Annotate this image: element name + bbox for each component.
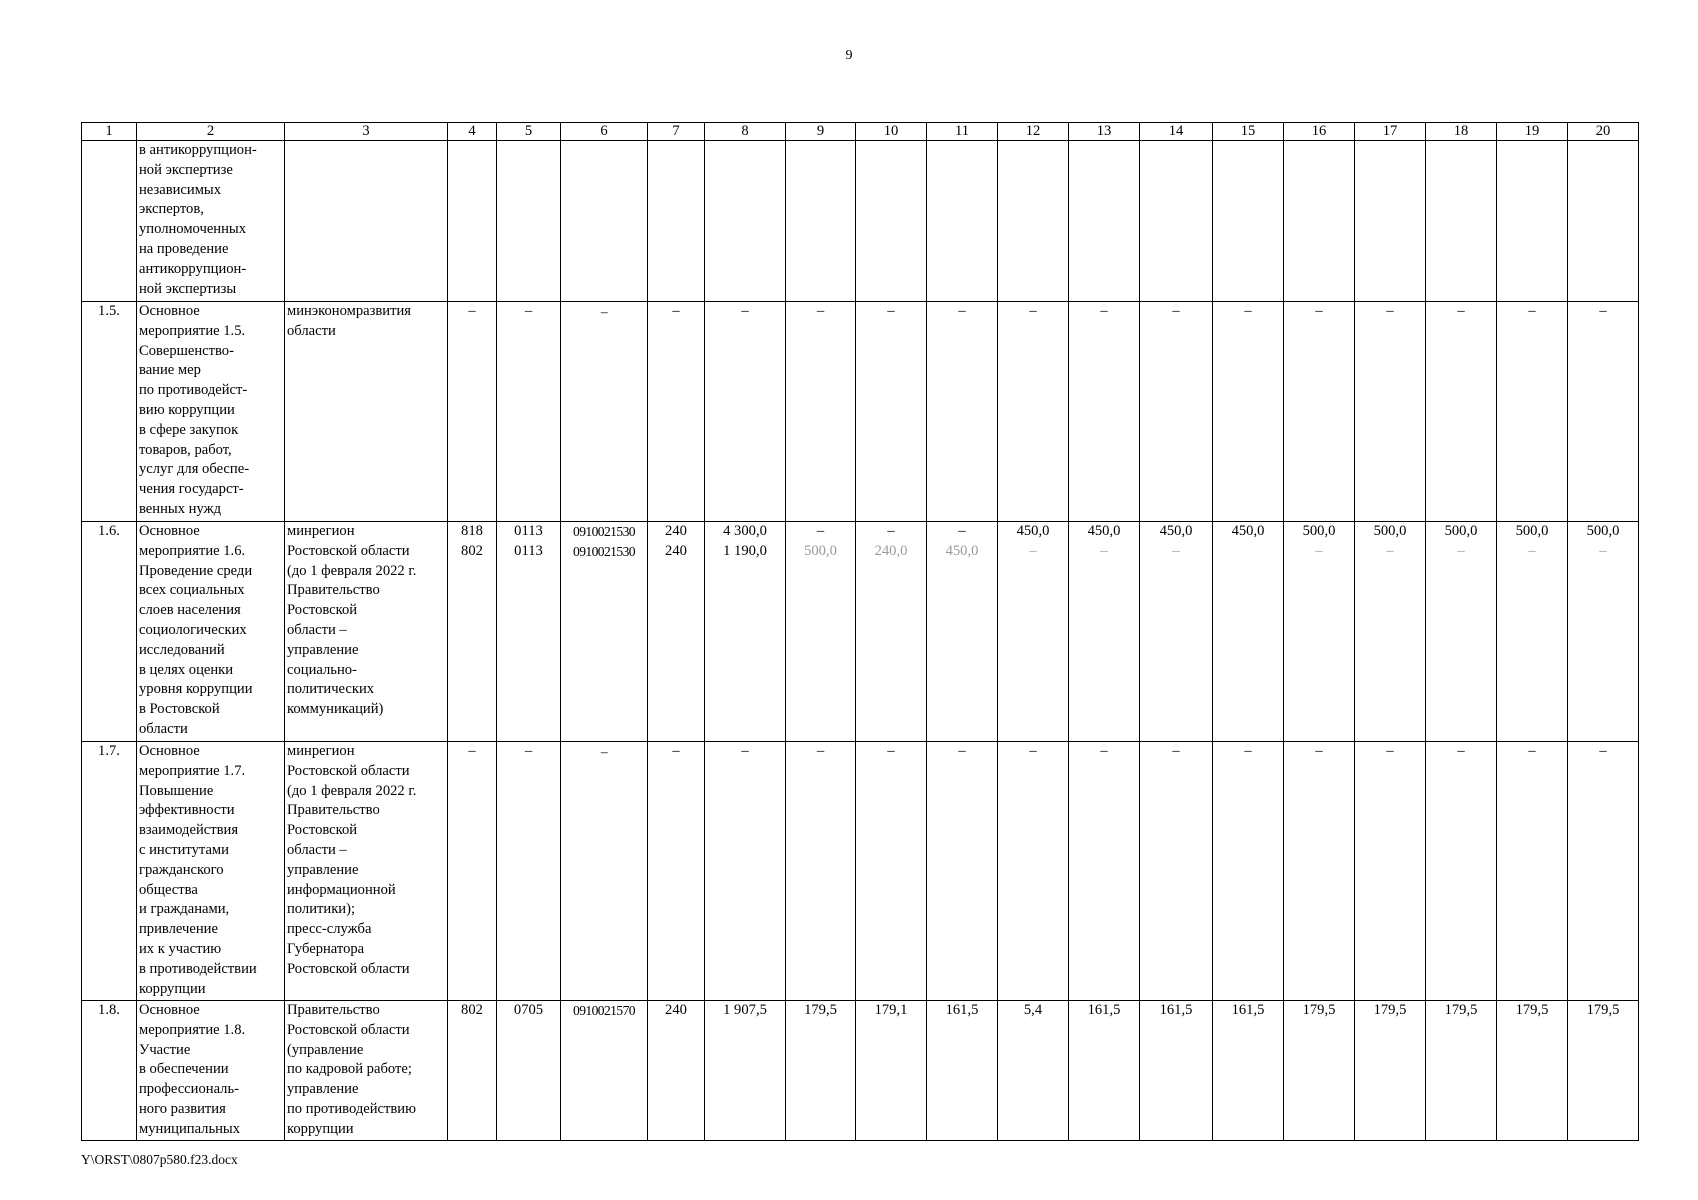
year-amount-cell <box>1355 522 1426 742</box>
year-amount-value: – <box>1244 743 1252 759</box>
year-amount-cell <box>998 1001 1069 1141</box>
year-amount-cell <box>927 522 998 742</box>
column-number-4: 4 <box>448 123 497 141</box>
column-number-16: 16 <box>1284 123 1355 141</box>
column-number-6: 6 <box>561 123 648 141</box>
year-amount-value: 450,0 <box>1231 523 1265 539</box>
year-amount-secondary: – <box>1457 542 1465 559</box>
year-amount-cell <box>1140 522 1213 742</box>
year-amount-cell <box>998 141 1069 302</box>
row-number: 1.7. <box>82 742 137 1001</box>
year-amount-cell <box>856 141 927 302</box>
year-amount-value: 161,5 <box>945 1002 979 1018</box>
year-amount-cell <box>856 302 927 522</box>
year-amount-value: 179,5 <box>1373 1002 1407 1018</box>
year-amount-secondary: – <box>1172 542 1180 559</box>
year-amount-value: – <box>1100 743 1108 759</box>
total-amount: – <box>705 742 786 1001</box>
expense-type-code: – <box>648 302 705 522</box>
activity-name: Основное мероприятие 1.8. Участие в обеспечении профессиональ- ного развития муниципальных <box>137 1001 285 1141</box>
column-number-5: 5 <box>497 123 561 141</box>
year-amount-cell <box>1426 302 1497 522</box>
year-amount-cell <box>1213 141 1284 302</box>
year-amount-value: – <box>816 523 825 539</box>
year-amount-value: – <box>1386 743 1394 759</box>
expense-type-code: 240 <box>648 1001 705 1141</box>
year-amount-cell <box>998 302 1069 522</box>
year-amount-secondary: 240,0 <box>874 542 908 559</box>
total-amount: – <box>705 302 786 522</box>
column-number-19: 19 <box>1497 123 1568 141</box>
year-amount-cell <box>998 522 1069 742</box>
year-amount-value: 500,0 <box>1515 523 1549 539</box>
year-amount-cell <box>1426 141 1497 302</box>
year-amount-cell <box>1568 302 1639 522</box>
responsible-executor: Правительство Ростовской области (управление по кадровой работе; управление по противодействию коррупции <box>285 1001 448 1141</box>
column-number-12: 12 <box>998 123 1069 141</box>
column-number-14: 14 <box>1140 123 1213 141</box>
year-amount-cell <box>1497 522 1568 742</box>
year-amount-value: – <box>1315 743 1323 759</box>
column-number-18: 18 <box>1426 123 1497 141</box>
year-amount-cell <box>927 742 998 1001</box>
year-amount-cell <box>1213 522 1284 742</box>
year-amount-cell <box>1426 522 1497 742</box>
year-amount-secondary: 500,0 <box>804 542 837 559</box>
year-amount-cell <box>1284 1001 1355 1141</box>
year-amount-secondary: – <box>1029 542 1037 559</box>
year-amount-cell <box>786 141 856 302</box>
year-amount-cell <box>1140 302 1213 522</box>
column-number-15: 15 <box>1213 123 1284 141</box>
year-amount-cell <box>1497 1001 1568 1141</box>
page-number: 9 <box>845 48 853 63</box>
row-number: 1.5. <box>82 302 137 522</box>
year-amount-value: 179,5 <box>1302 1002 1336 1018</box>
year-amount-value: – <box>1172 743 1180 759</box>
year-amount-cell <box>856 522 927 742</box>
year-amount-value: 450,0 <box>1087 523 1121 539</box>
year-amount-value: – <box>1029 303 1037 319</box>
year-amount-value: 161,5 <box>1087 1002 1121 1018</box>
year-amount-value: 161,5 <box>1159 1002 1193 1018</box>
year-amount-value: 500,0 <box>1373 523 1407 539</box>
year-amount-value: 450,0 <box>1159 523 1193 539</box>
column-number-3: 3 <box>285 123 448 141</box>
year-amount-cell <box>786 302 856 522</box>
year-amount-value: 179,5 <box>1444 1002 1478 1018</box>
table-row <box>82 1001 1639 1141</box>
year-amount-cell <box>1497 742 1568 1001</box>
year-amount-value: – <box>1599 303 1607 319</box>
year-amount-cell <box>1213 742 1284 1001</box>
expense-type-code: – <box>648 742 705 1001</box>
year-amount-cell <box>1355 141 1426 302</box>
year-amount-cell <box>1069 742 1140 1001</box>
year-amount-value: 161,5 <box>1231 1002 1265 1018</box>
year-amount-cell <box>786 1001 856 1141</box>
year-amount-cell <box>1355 302 1426 522</box>
file-path-footer: Y\ORST\0807p580.f23.docx <box>81 1152 238 1167</box>
year-amount-cell <box>1069 522 1140 742</box>
year-amount-secondary: – <box>1315 542 1323 559</box>
column-number-8: 8 <box>705 123 786 141</box>
year-amount-value: – <box>958 303 966 319</box>
column-number-17: 17 <box>1355 123 1426 141</box>
year-amount-cell <box>1497 141 1568 302</box>
year-amount-cell <box>856 742 927 1001</box>
year-amount-cell <box>927 302 998 522</box>
section-code <box>497 141 561 302</box>
year-amount-secondary: – <box>1386 542 1394 559</box>
year-amount-value: – <box>1244 303 1252 319</box>
column-number-9: 9 <box>786 123 856 141</box>
table-row <box>82 302 1639 522</box>
row-number: 1.8. <box>82 1001 137 1141</box>
table-row <box>82 742 1639 1001</box>
year-amount-value: – <box>816 743 825 759</box>
year-amount-value: 179,5 <box>1515 1002 1549 1018</box>
year-amount-value: 5,4 <box>1023 1002 1043 1018</box>
year-amount-cell <box>1140 141 1213 302</box>
row-number: 1.6. <box>82 522 137 742</box>
section-code: – <box>497 742 561 1001</box>
column-number-1: 1 <box>82 123 137 141</box>
year-amount-cell <box>1213 302 1284 522</box>
year-amount-value: – <box>1457 303 1465 319</box>
target-article-code <box>561 141 648 302</box>
activity-name: в антикоррупцион- ной экспертизе независимых экспертов, уполномоченных на проведение антикоррупцион- ной экспертизы <box>137 141 285 302</box>
year-amount-cell <box>1355 742 1426 1001</box>
grbs-code: – <box>448 742 497 1001</box>
year-amount-value: – <box>1172 303 1180 319</box>
table-row <box>82 141 1639 302</box>
year-amount-value: – <box>1315 303 1323 319</box>
grbs-code: 802 <box>448 1001 497 1141</box>
year-amount-cell <box>1284 522 1355 742</box>
responsible-executor <box>285 141 448 302</box>
year-amount-cell <box>1284 742 1355 1001</box>
year-amount-value: 500,0 <box>1444 523 1478 539</box>
year-amount-cell <box>1568 522 1639 742</box>
year-amount-value: 500,0 <box>1586 523 1620 539</box>
section-code: 0113 0113 <box>497 522 561 742</box>
year-amount-cell <box>1568 141 1639 302</box>
year-amount-value: – <box>1100 303 1108 319</box>
activity-name: Основное мероприятие 1.7. Повышение эффективности взаимодействия с институтами гражданского общества и гражданами, привлечение их к участию в противодействии коррупции <box>137 742 285 1001</box>
section-code: – <box>497 302 561 522</box>
year-amount-value: 179,5 <box>1586 1002 1620 1018</box>
year-amount-value: – <box>1029 743 1037 759</box>
year-amount-cell <box>856 1001 927 1141</box>
year-amount-cell <box>1140 1001 1213 1141</box>
year-amount-value: – <box>887 523 895 539</box>
year-amount-cell <box>1497 302 1568 522</box>
grbs-code: 818 802 <box>448 522 497 742</box>
year-amount-cell <box>1069 141 1140 302</box>
year-amount-value: 450,0 <box>1016 523 1050 539</box>
year-amount-value: 179,1 <box>874 1002 908 1018</box>
year-amount-cell <box>927 1001 998 1141</box>
year-amount-cell <box>1069 1001 1140 1141</box>
budget-table <box>81 122 1639 1141</box>
year-amount-cell <box>1140 742 1213 1001</box>
column-number-10: 10 <box>856 123 927 141</box>
year-amount-cell <box>786 742 856 1001</box>
year-amount-cell <box>927 141 998 302</box>
year-amount-secondary: – <box>1100 542 1108 559</box>
year-amount-cell <box>998 742 1069 1001</box>
grbs-code: – <box>448 302 497 522</box>
grbs-code <box>448 141 497 302</box>
year-amount-value: 500,0 <box>1302 523 1336 539</box>
total-amount: 4 300,0 1 190,0 <box>705 522 786 742</box>
year-amount-cell <box>1284 302 1355 522</box>
column-number-13: 13 <box>1069 123 1140 141</box>
section-code: 0705 <box>497 1001 561 1141</box>
activity-name: Основное мероприятие 1.6. Проведение среди всех социальных слоев населения социологических исследований в целях оценки уровня коррупции в Ростовской области <box>137 522 285 742</box>
column-number-2: 2 <box>137 123 285 141</box>
year-amount-secondary: – <box>1599 542 1607 559</box>
year-amount-value: – <box>958 743 966 759</box>
year-amount-value: – <box>887 303 895 319</box>
year-amount-secondary: 450,0 <box>945 542 979 559</box>
expense-type-code: 240 240 <box>648 522 705 742</box>
year-amount-cell <box>1213 1001 1284 1141</box>
year-amount-cell <box>1355 1001 1426 1141</box>
year-amount-cell <box>1426 1001 1497 1141</box>
column-number-11: 11 <box>927 123 998 141</box>
year-amount-cell <box>1426 742 1497 1001</box>
column-number-20: 20 <box>1568 123 1639 141</box>
column-number-7: 7 <box>648 123 705 141</box>
year-amount-value: – <box>1386 303 1394 319</box>
year-amount-cell <box>1284 141 1355 302</box>
responsible-executor: минрегион Ростовской области (до 1 февраля 2022 г. Правительство Ростовской области – управление информационной политики); пресс-служба Губернатора Ростовской области <box>285 742 448 1001</box>
year-amount-value: – <box>1599 743 1607 759</box>
year-amount-cell <box>1568 742 1639 1001</box>
year-amount-cell <box>786 522 856 742</box>
responsible-executor: минэкономразвития области <box>285 302 448 522</box>
activity-name: Основное мероприятие 1.5. Совершенство- вание мер по противодейст- вию коррупции в сфере закупок товаров, работ, услуг для обеспе- чения государст- венных нужд <box>137 302 285 522</box>
year-amount-value: – <box>816 303 825 319</box>
year-amount-cell <box>1069 302 1140 522</box>
target-article-code: 0910021530 0910021530 <box>561 522 648 742</box>
year-amount-value: – <box>1528 743 1536 759</box>
year-amount-value: – <box>1528 303 1536 319</box>
row-number <box>82 141 137 302</box>
table-row <box>82 522 1639 742</box>
year-amount-value: – <box>887 743 895 759</box>
year-amount-secondary: – <box>1528 542 1536 559</box>
target-article-code: – <box>561 742 648 1001</box>
target-article-code: – <box>561 302 648 522</box>
year-amount-value: – <box>958 523 966 539</box>
total-amount <box>705 141 786 302</box>
year-amount-value: – <box>1457 743 1465 759</box>
year-amount-cell <box>1568 1001 1639 1141</box>
responsible-executor: минрегион Ростовской области (до 1 февраля 2022 г. Правительство Ростовской области – управление социально- политических коммуникаций) <box>285 522 448 742</box>
total-amount: 1 907,5 <box>705 1001 786 1141</box>
header-row <box>82 123 1639 141</box>
year-amount-value: 179,5 <box>804 1002 837 1018</box>
expense-type-code <box>648 141 705 302</box>
target-article-code: 0910021570 <box>561 1001 648 1141</box>
